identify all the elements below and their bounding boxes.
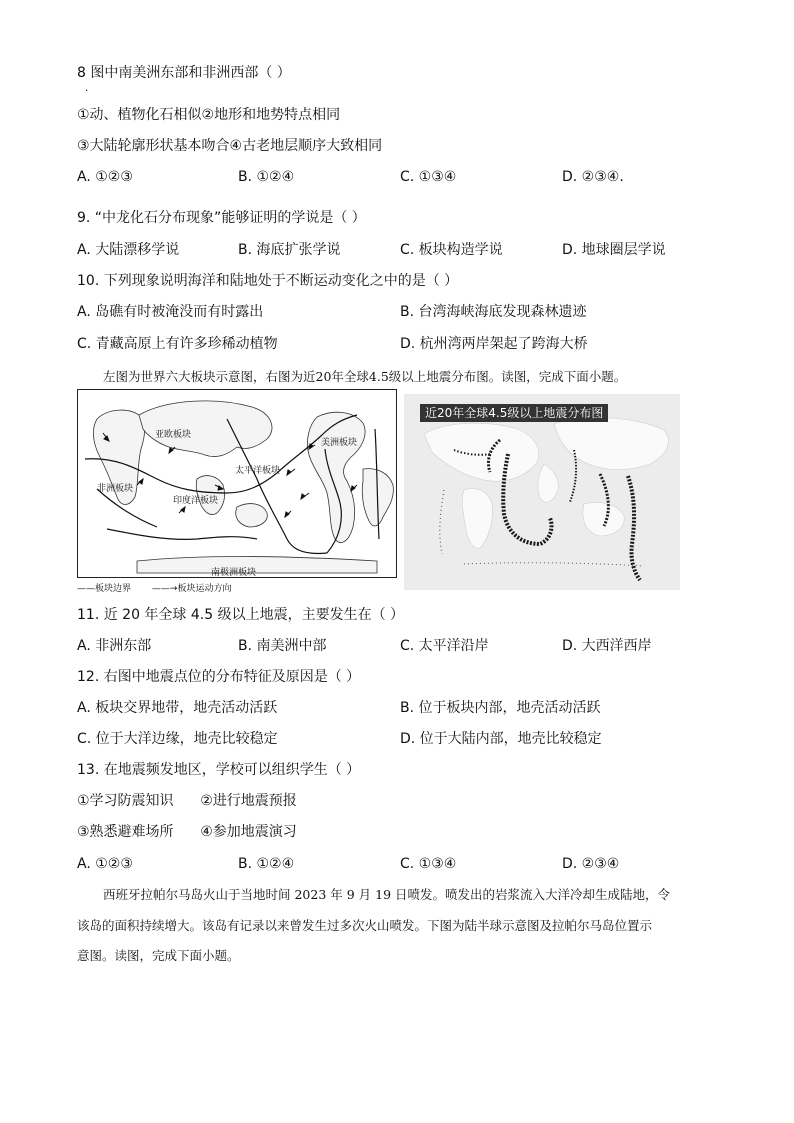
plate-map-figure [77, 389, 397, 595]
plate-label-antarctic: 南极洲板块 [211, 568, 257, 578]
q9-option-b: B. 海底扩张学说 [238, 242, 341, 258]
q12-stem: 12. 右图中地震点位的分布特征及原因是（ ） [77, 669, 361, 685]
q11-option-c: C. 太平洋沿岸 [400, 638, 489, 654]
q12-option-b: B. 位于板块内部，地壳活动活跃 [400, 700, 601, 716]
q10-option-a: A. 岛礁有时被淹没而有时露出 [77, 304, 264, 320]
q13-option-b: B. ①②④ [238, 856, 295, 872]
q13-option-d: D. ②③④ [562, 856, 620, 872]
legend-boundary-label: 板块边界 [95, 584, 132, 594]
q8-statements-2: ③大陆轮廓形状基本吻合④古老地层顺序大致相同 [77, 138, 383, 154]
q9-option-c: C. 板块构造学说 [400, 242, 503, 258]
earthquake-map-figure [404, 394, 680, 590]
stray-dot: · [85, 86, 89, 97]
q10-option-b: B. 台湾海峡海底发现森林遗迹 [400, 304, 587, 320]
q13-statements-1: ①学习防震知识 ②进行地震预报 [77, 793, 297, 809]
legend-motion-arrow-icon: ——→ [151, 584, 178, 594]
q13-stem: 13. 在地震频发地区，学校可以组织学生（ ） [77, 762, 361, 778]
intro-paragraph-2-line-1: 西班牙拉帕尔马岛火山于当地时间 2023 年 9 月 19 日喷发。喷发出的岩浆流入大洋冷却生成陆地，令 [103, 887, 671, 902]
plate-label-indian-ocean: 印度洋板块 [173, 496, 219, 506]
q8-option-d: D. ②③④. [562, 169, 624, 185]
q11-stem: 11. 近 20 年全球 4.5 级以上地震，主要发生在（ ） [77, 607, 405, 623]
intro-paragraph-2-line-2: 该岛的面积持续增大。该岛有记录以来曾发生过多次火山喷发。下图为陆半球示意图及拉帕尔马岛位置示 [77, 918, 653, 933]
q11-option-b: B. 南美洲中部 [238, 638, 327, 654]
intro-paragraph-1: 左图为世界六大板块示意图，右图为近20年全球4.5级以上地震分布图。读图，完成下面小题。 [103, 369, 627, 384]
q11-option-d: D. 大西洋西岸 [562, 638, 652, 654]
q12-option-c: C. 位于大洋边缘，地壳比较稳定 [77, 731, 278, 747]
q12-option-d: D. 位于大陆内部，地壳比较稳定 [400, 731, 602, 747]
earthquake-map-title: 近20年全球4.5级以上地震分布图 [420, 404, 608, 422]
q8-option-b: B. ①②④ [238, 169, 295, 185]
legend-motion-label: 板块运动方向 [177, 584, 232, 594]
q13-option-a: A. ①②③ [77, 856, 133, 872]
q9-stem: 9. “中龙化石分布现象”能够证明的学说是（ ） [77, 210, 366, 226]
q8-option-a: A. ①②③ [77, 169, 133, 185]
earthquake-map-svg [404, 394, 680, 590]
q9-option-a: A. 大陆漂移学说 [77, 242, 180, 258]
plate-map-legend [77, 581, 231, 594]
q8-stem: 8 图中南美洲东部和非洲西部（ ） [77, 65, 291, 81]
q13-statements-2: ③熟悉避难场所 ④参加地震演习 [77, 824, 297, 840]
plate-label-pacific: 太平洋板块 [235, 466, 281, 476]
plate-label-eurasian: 亚欧板块 [155, 430, 192, 440]
q11-option-a: A. 非洲东部 [77, 638, 152, 654]
q8-option-c: C. ①③④ [400, 169, 457, 185]
q13-option-c: C. ①③④ [400, 856, 457, 872]
q12-option-a: A. 板块交界地带，地壳活动活跃 [77, 700, 278, 716]
q10-option-c: C. 青藏高原上有许多珍稀动植物 [77, 336, 278, 352]
plate-map-svg [77, 389, 397, 595]
legend-boundary-line-icon: —— [77, 584, 95, 594]
q10-stem: 10. 下列现象说明海洋和陆地处于不断运动变化之中的是（ ） [77, 273, 459, 289]
q8-statements-1: ①动、植物化石相似②地形和地势特点相同 [77, 107, 341, 123]
plate-label-african: 非洲板块 [97, 484, 134, 494]
plate-label-american: 美洲板块 [321, 438, 358, 448]
q10-option-d: D. 杭州湾两岸架起了跨海大桥 [400, 336, 588, 352]
intro-paragraph-2-line-3: 意图。读图，完成下面小题。 [77, 948, 240, 963]
q9-option-d: D. 地球圈层学说 [562, 242, 666, 258]
